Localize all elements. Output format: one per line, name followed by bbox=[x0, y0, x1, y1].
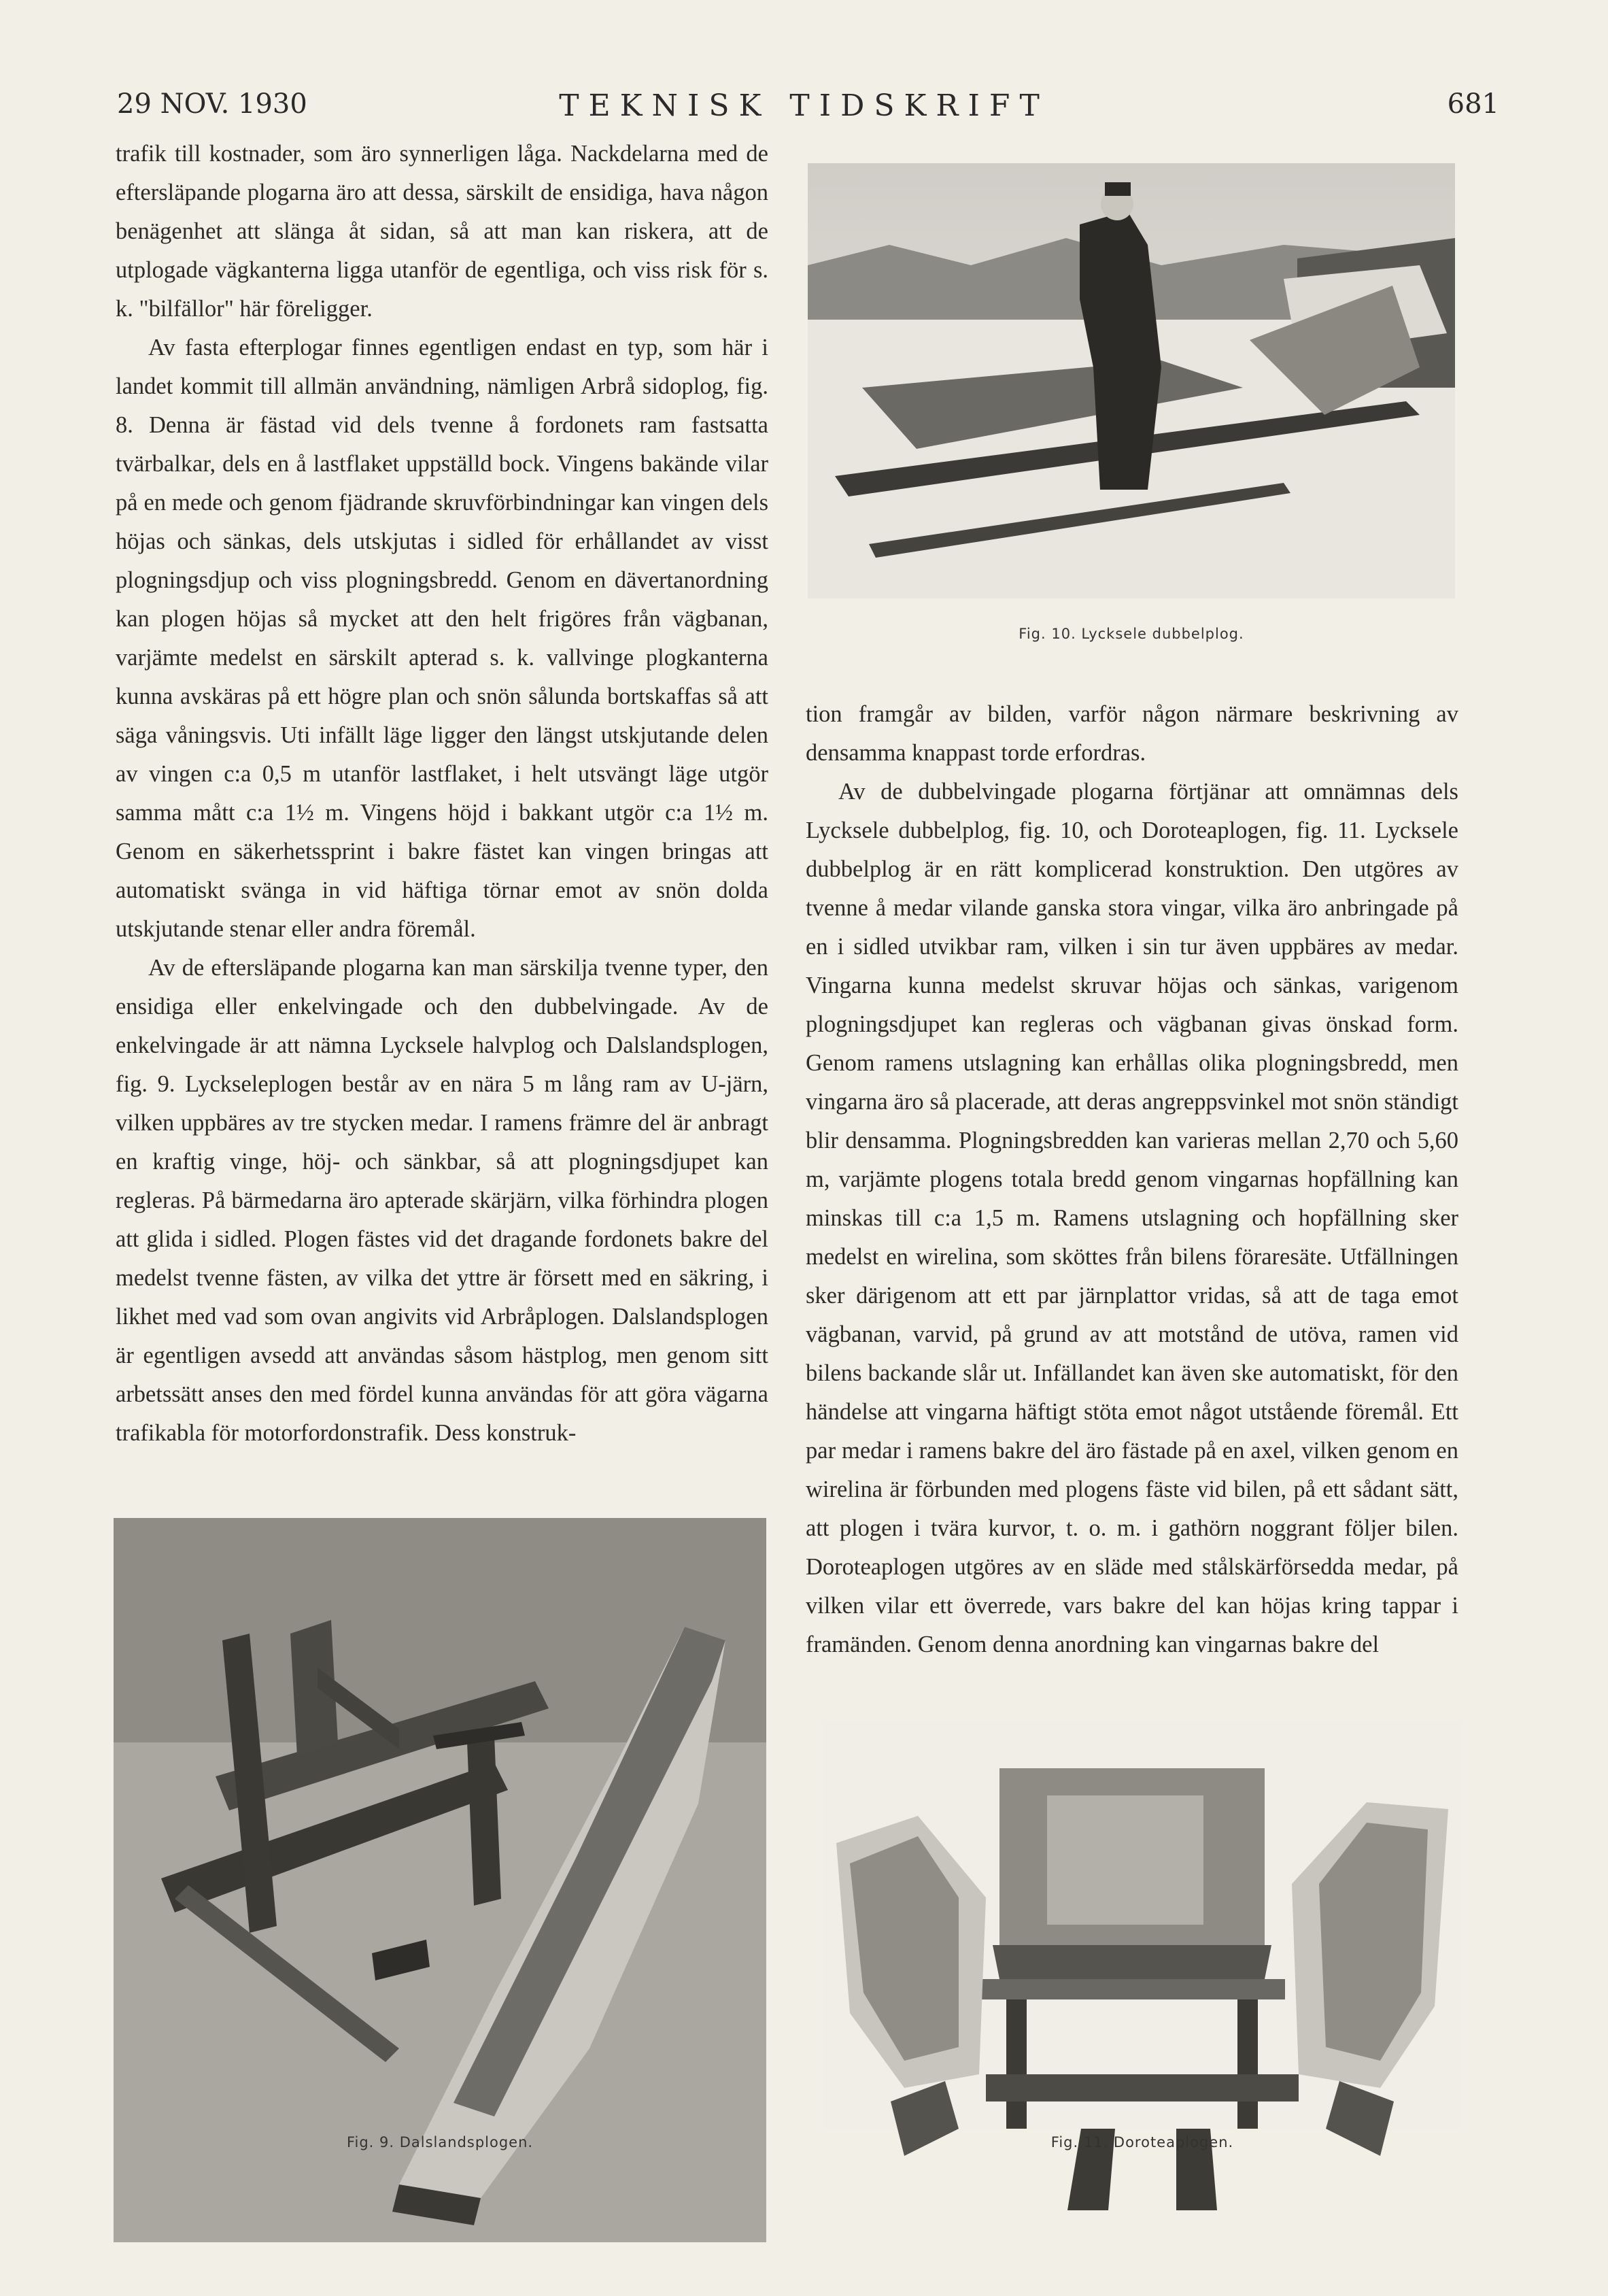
right-column bbox=[806, 695, 1458, 1664]
paragraph: Av fasta efterplogar finnes egentligen endast en typ, som här i landet kommit till allmän användning, nämligen Arbrå sidoplog, fig. 8. Denna är fästad vid dels tvenne å fordonets ram fastsatta tvärbalkar, dels en å lastflaket uppställd bock. Vingens bakände vilar på en mede och genom fjädrande skruvförbindningar kan vingen dels höjas och sänkas, dels utskjutas i sidled för erhållandet av visst plogningsdjup och viss plogningsbredd. Genom en dävertanordning kan plogen höjas så mycket att den helt frigöres från vägbanan, varjämte medelst en särskilt apterad s. k. vallvinge plogkanterna kunna avskäras på ett högre plan och snön sålunda bortskaffas så att säga våningsvis. Uti infällt läge ligger den längst utskjutande delen av vingen c:a 0,5 m utanför lastflaket, i helt utsvängt läge utgör samma mått c:a 1½ m. Vingens höjd i bakkant utgör c:a 1½ m. Genom en säkerhetssprint i bakre fästet kan vingen bringas att automatiskt svänga in vid häftiga törnar emot av snön dolda utskjutande stenar eller andra föremål. bbox=[116, 335, 768, 942]
figure-10-photo bbox=[808, 163, 1455, 598]
figure-9-caption: Fig. 9. Dalslandsplogen. bbox=[346, 2134, 534, 2150]
header-date: 29 NOV. 1930 bbox=[117, 88, 307, 120]
paragraph: trafik till kostnader, som äro synnerligen låga. Nackdelarna med de eftersläpande plogarna äro att dessa, särskilt de ensidiga, hava någon benägenhet att slänga åt sidan, så att man kan riskera, att de utplogade vägkanterna ligga utanför de egentliga, och viss risk för s. k. "bilfällor" här föreligger. bbox=[116, 141, 768, 322]
figure-11-caption: Fig. 11. Doroteaplogen. bbox=[1050, 2134, 1234, 2150]
paragraph: Av de dubbelvingade plogarna förtjänar att omnämnas dels Lycksele dubbelplog, fig. 10, och Doroteaplogen, fig. 11. Lycksele dubbelplog är en rätt komplicerad konstruktion. Den utgöres av tvenne å medar vilande ganska stora vingar, vilka äro anbringade på en i sidled utvikbar ram, vilken i sin tur även uppbäres av medar. Vingarna kunna medelst skruvar höjas och sänkas, varigenom plogningsdjupet kan regleras och vägbanan givas önskad form. Genom ramens utslagning kan erhållas olika plogningsbredd, men vingarna äro så placerade, att deras angreppsvinkel mot snön ständigt blir densamma. Plogningsbredden kan varieras mellan 2,70 och 5,60 m, varjämte plogens totala bredd genom vingarnas hopfällning kan minskas till c:a 1,5 m. Ramens utslagning och hopfällning sker medelst en wirelina, som sköttes från bilens föraresäte. Utfällningen sker därigenom att ett par järnplattor vridas, så att de taga emot vägbanan, varvid, på grund av att motstånd de utöva, ramen vid bilens backande slår ut. Infällandet kan även ske automatiskt, för den händelse att vingarna häftigt stöta emot något utstående föremål. Ett par medar i ramens bakre del äro fästade på en axel, vilken genom en wirelina är förbunden med plogens fäste vid bilen, på ett sådant sätt, att plogen i tvära kurvor, t. o. m. i gathörn noggrant följer bilen. Doroteaplogen utgöres av en släde med stålskärförsedda medar, på vilken vilar ett överrede, vars bakre del kan höjas kring tappar i framänden. Genom denna anordning kan vingarnas bakre del bbox=[806, 779, 1458, 1657]
paragraph: tion framgår av bilden, varför någon närmare beskrivning av densamma knappast torde erfordras. bbox=[806, 701, 1458, 766]
figure-11-photo bbox=[823, 1721, 1462, 2248]
paragraph: Av de eftersläpande plogarna kan man särskilja tvenne typer, den ensidiga eller enkelvingade och den dubbelvingade. Av de enkelvingade är att nämna Lycksele halvplog och Dalslandsplogen, fig. 9. Lyckseleplogen består av en nära 5 m lång ram av U-järn, vilken uppbäres av tre stycken medar. I ramens främre del är anbragt en kraftig vinge, höj- och sänkbar, så att plogningsdjupet kan regleras. På bärmedarna äro apterade skärjärn, vilka förhindra plogen att glida i sidled. Plogen fästes vid det dragande fordonets bakre del medelst tvenne fästen, av vilka det yttre är försett med en säkring, i likhet med vad som ovan angivits vid Arbråplogen. Dalslandsplogen är egentligen avsedd att användas såsom hästplog, men genom sitt arbetssätt anses den med fördel kunna användas för att göra vägarna trafikabla för motorfordonstrafik. Dess konstruk- bbox=[116, 955, 768, 1446]
page-number: 681 bbox=[1447, 88, 1499, 120]
journal-title: TEKNISK TIDSKRIFT bbox=[559, 88, 1049, 123]
figure-10-caption: Fig. 10. Lycksele dubbelplog. bbox=[1019, 626, 1244, 642]
left-column bbox=[116, 135, 768, 1453]
